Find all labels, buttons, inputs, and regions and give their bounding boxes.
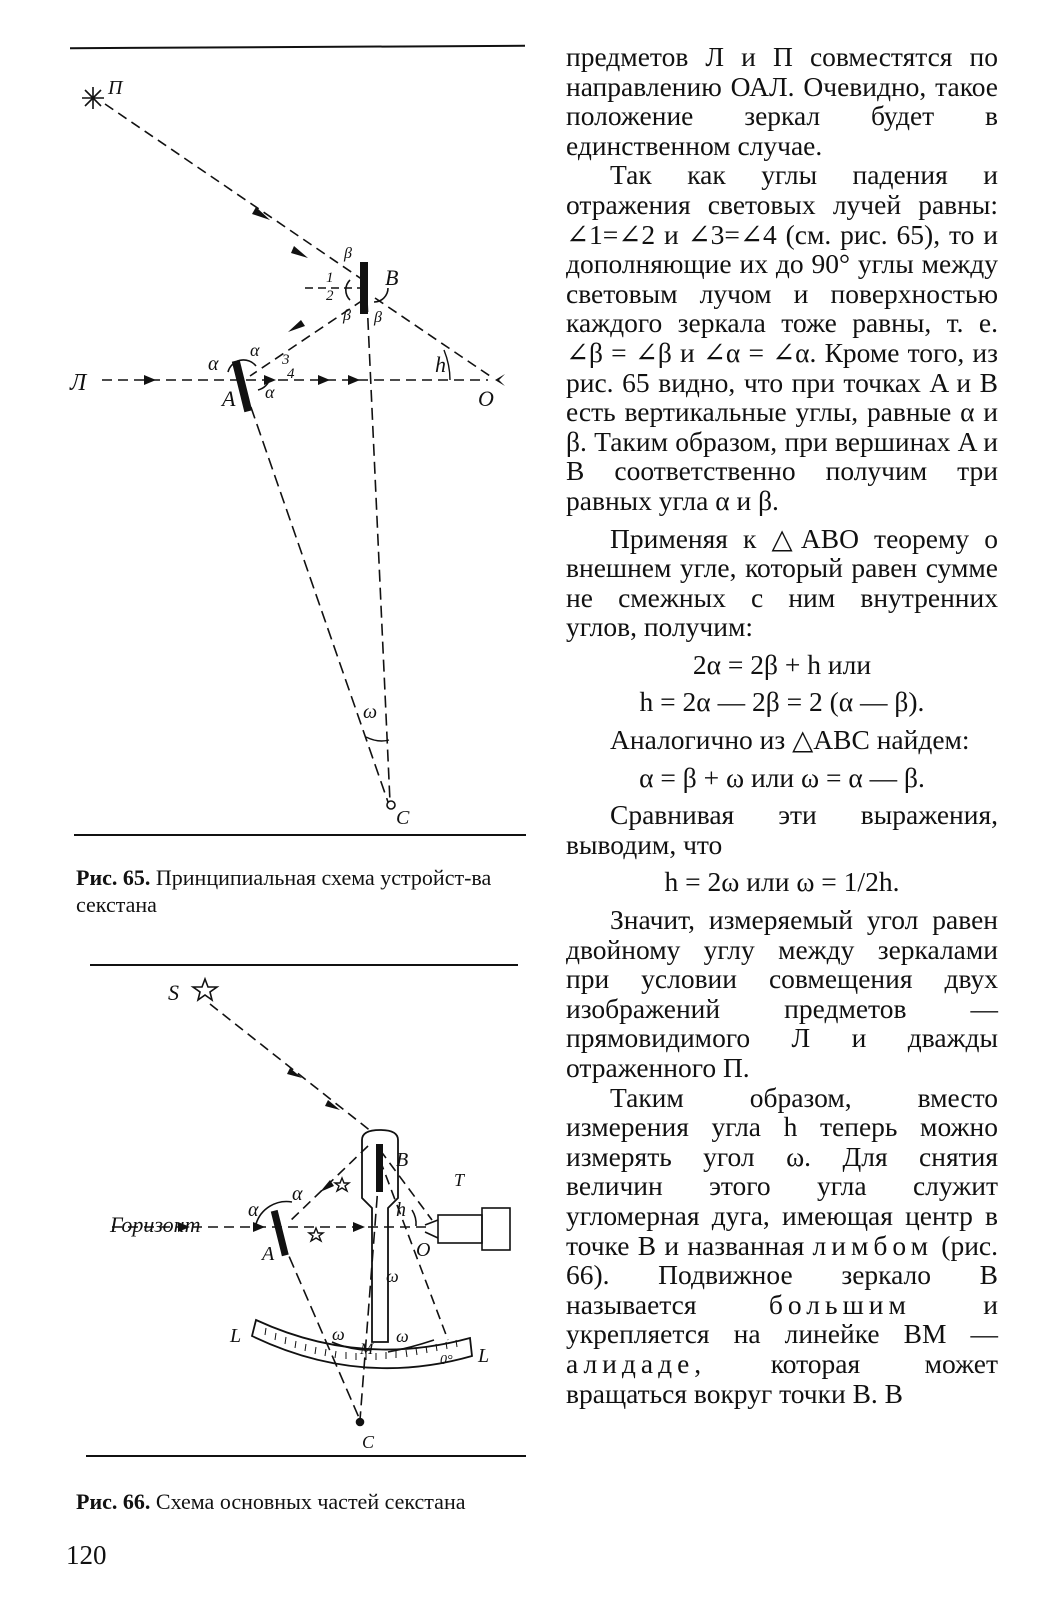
label-alpha-left: α xyxy=(208,353,219,375)
top-rule xyxy=(70,45,525,49)
label-l-left: L xyxy=(230,1325,242,1347)
figure-66-bottom-rule xyxy=(86,1455,526,1457)
term-alidade: алидаде, xyxy=(566,1347,707,1379)
label-c: C xyxy=(396,807,410,829)
paragraph-7-part-c: (рис. 66). Подвижное зеркало B называется xyxy=(566,1229,999,1320)
label-zero: 0° xyxy=(440,1353,453,1368)
label-o: O xyxy=(478,386,494,411)
figure-65-bottom-rule xyxy=(74,834,526,836)
page-number: 120 xyxy=(66,1540,107,1570)
paragraph-7-part-e: и укрепляется на линейке BM — xyxy=(566,1288,998,1350)
label-b: B xyxy=(385,265,399,290)
label-3: 3 xyxy=(282,352,290,368)
label-alpha-bottom: α xyxy=(265,382,275,402)
caption-label: Рис. 65. xyxy=(76,865,151,890)
label-omega-left: ω xyxy=(332,1324,345,1344)
paragraph-6: Значит, измеряемый угол равен двойному углу между зеркалами при условии совмещения двух изображений предметов — прямовидимого Л и дважды отраженного П. xyxy=(566,904,998,1083)
star-p-icon xyxy=(82,87,104,109)
formula-3: α = β + ω или ω = α — β. xyxy=(639,761,925,793)
line-b-to-c xyxy=(367,300,390,802)
label-o: O xyxy=(416,1239,431,1261)
mirror-b xyxy=(360,262,368,314)
paragraph-7 xyxy=(566,1083,998,1409)
label-beta-top: β xyxy=(344,245,352,262)
figure-65-diagram xyxy=(60,60,540,840)
figure-66-diagram xyxy=(70,970,540,1450)
label-alpha-left: α xyxy=(248,1199,259,1221)
telescope-icon xyxy=(425,1208,510,1250)
line-a-to-c xyxy=(245,390,388,802)
figure-66-caption xyxy=(76,1488,546,1515)
label-a: A xyxy=(222,386,236,411)
label-l-right: L xyxy=(478,1345,490,1367)
label-t: Т xyxy=(454,1170,465,1190)
label-beta-right: β xyxy=(374,309,382,326)
paragraph-7-part-g: которая может вращаться вокруг точки B. В xyxy=(566,1347,998,1409)
label-alpha-right: α xyxy=(292,1183,303,1205)
caption-label: Рис. 66. xyxy=(76,1489,151,1514)
caption-text: Принципиальная схема устройст-ва секстана xyxy=(76,865,492,917)
label-omega-arm: ω xyxy=(386,1266,399,1286)
formula-1: 2α = 2β + h или xyxy=(692,648,872,680)
label-a: A xyxy=(262,1243,275,1265)
formula-2: h = 2α — 2β = 2 (α — β). xyxy=(639,686,925,718)
star-s-icon xyxy=(193,979,217,1000)
paragraph-4: Аналогично из △ABC найдем: xyxy=(610,724,970,756)
label-1: 1 xyxy=(326,270,334,286)
paragraph-2: Так как углы падения и отражения световых лучей равны: ∠1=∠2 и ∠3=∠4 (см. рис. 65), то и дополняющие их до 90° углы между световым лучом и поверхностью каждого зеркала тоже равны, т. е. ∠β = ∠β и ∠α = ∠α. Кроме того, из рис. 65 видно, что при точках A и B есть вертикальные углы, равные α и β. Таким образом, при вершинах A и B соответственно получим три равных угла α и β. xyxy=(566,159,998,516)
label-m: M xyxy=(360,1341,374,1358)
label-alpha-top: α xyxy=(250,340,260,360)
label-b: B xyxy=(396,1149,409,1171)
paragraph-5: Сравнивая эти выражения, выводим, что xyxy=(566,799,998,860)
paragraph-3: Применяя к △ABO теорему о внешнем угле, который равен сумме не смежных с ним внутренних углов, получим: xyxy=(566,522,998,643)
paragraph-7-part-a: Таким образом, вместо измерения угла h теперь можно измерять угол ω. Для снятия величин этого угла служит угломерная дуга, имеющая центр в точке B и названная xyxy=(566,1081,998,1261)
label-horizon: Горизонт xyxy=(110,1212,201,1237)
ray-b-to-o xyxy=(375,298,490,376)
label-2: 2 xyxy=(326,288,334,304)
figure-65-caption xyxy=(76,864,546,918)
label-h: h xyxy=(435,352,446,377)
ray-p-to-b xyxy=(105,104,363,280)
label-omega-right: ω xyxy=(396,1326,409,1346)
label-l: Л xyxy=(70,370,87,396)
label-p: П xyxy=(108,77,123,99)
label-s: S xyxy=(168,980,179,1005)
text-column xyxy=(566,42,998,1408)
label-beta-left: β xyxy=(343,307,351,324)
term-bolshim: большим xyxy=(768,1288,911,1320)
caption-text: Схема основных частей секстана xyxy=(155,1489,466,1514)
paragraph-1: предметов Л и П совместятся по направлению ОАЛ. Очевидно, такое положение зеркал будет в единственном случае. xyxy=(566,41,998,161)
figure-66-top-rule xyxy=(90,964,518,966)
label-h: h xyxy=(396,1199,406,1221)
label-omega: ω xyxy=(363,701,378,723)
label-c: C xyxy=(362,1432,375,1450)
label-4: 4 xyxy=(287,366,295,382)
term-limb: лимбом xyxy=(812,1229,933,1261)
formula-4: h = 2ω или ω = 1/2h. xyxy=(664,866,900,898)
